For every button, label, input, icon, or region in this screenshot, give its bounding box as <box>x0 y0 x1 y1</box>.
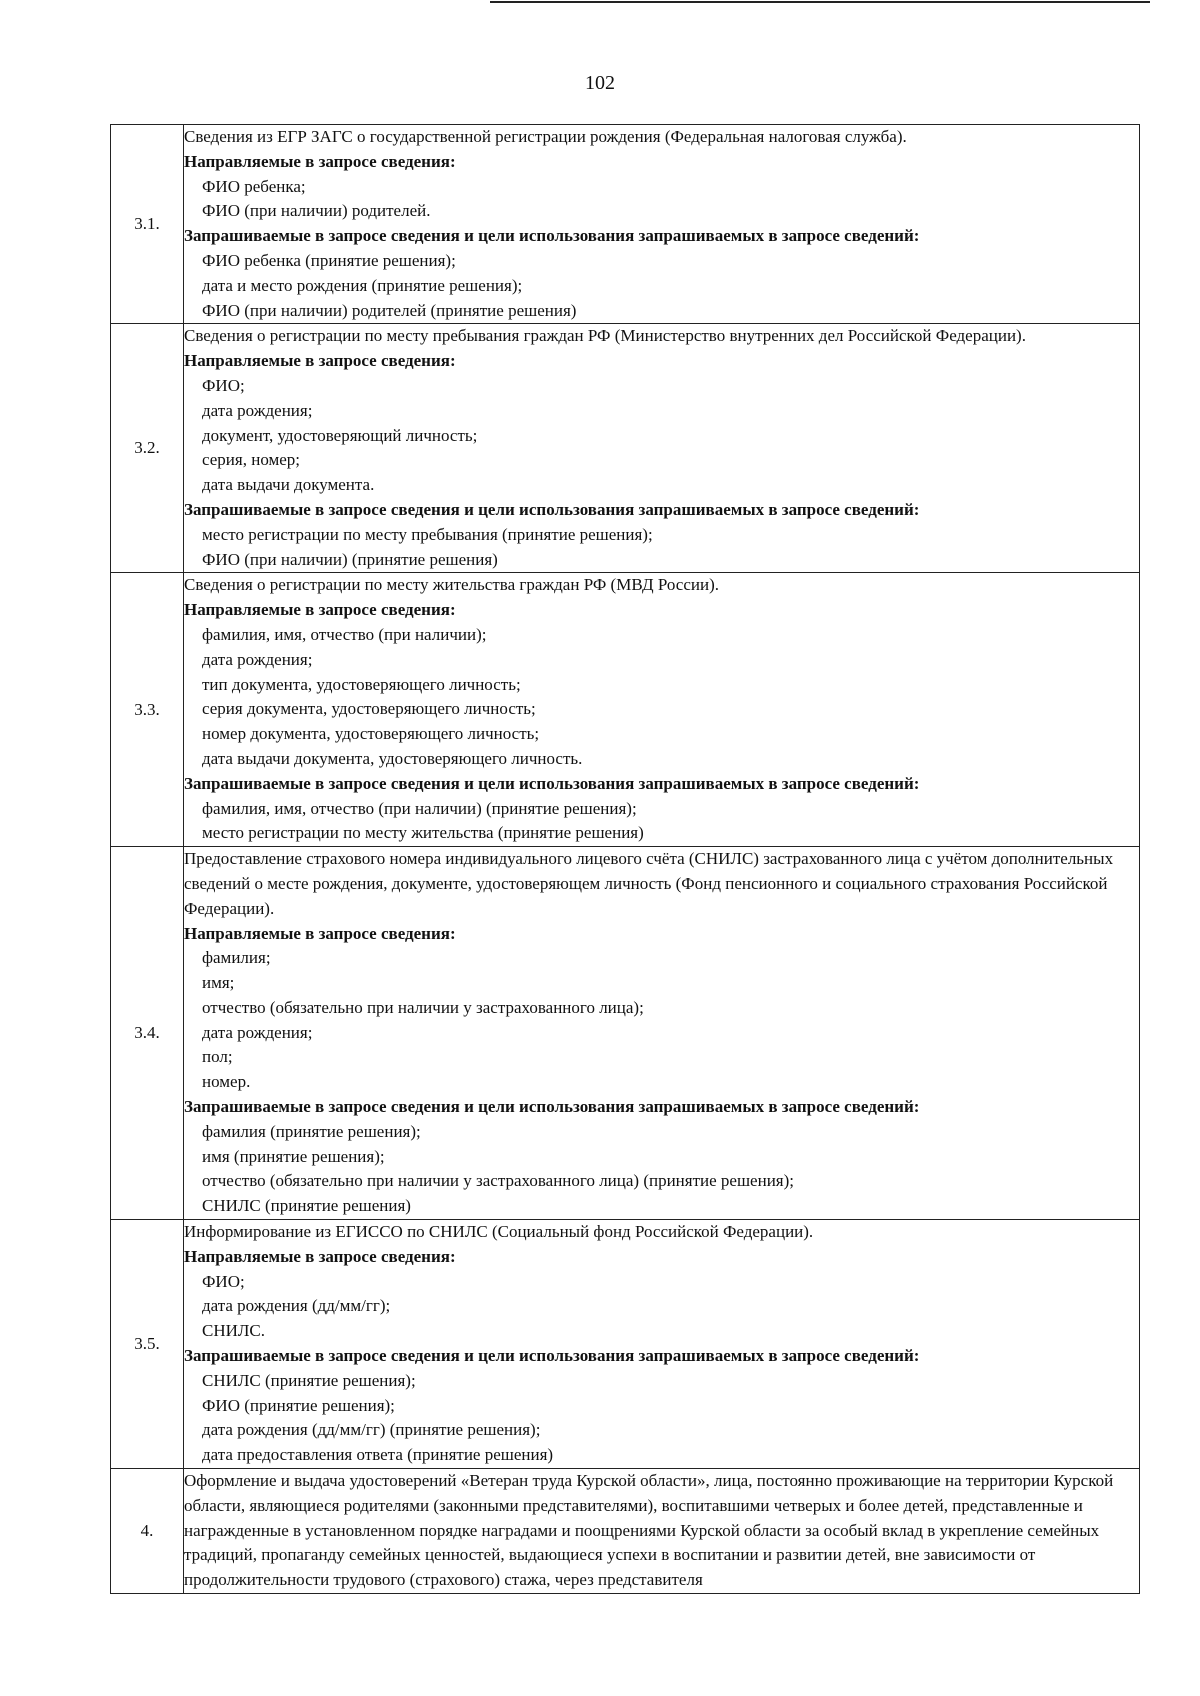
description-text: Сведения о регистрации по месту пребывания граждан РФ (Министерство внутренних дел Российской Федерации). <box>184 326 1026 346</box>
row-content <box>184 847 1140 1220</box>
list-item: СНИЛС. <box>202 1321 266 1341</box>
list-item: дата рождения; <box>202 1022 313 1042</box>
description-text: Предоставление страхового номера индивидуального лицевого счёта (СНИЛС) застрахованного лица с учётом дополнительных сведений о месте рождения, документе, удостоверяющем личность (Фонд пенсионного и социального страхования Российской Федерации). <box>184 849 1114 918</box>
list-item: фамилия, имя, отчество (при наличии); <box>202 624 487 644</box>
list-item: ФИО ребенка; <box>202 176 306 196</box>
list-item: СНИЛС (принятие решения) <box>202 1196 411 1216</box>
list-item: имя (принятие решения); <box>202 1146 385 1166</box>
list-item: ФИО (при наличии) родителей (принятие решения) <box>202 300 577 320</box>
top-border-line <box>490 1 1150 3</box>
list-item: дата и место рождения (принятие решения); <box>202 275 523 295</box>
section-heading: Запрашиваемые в запросе сведения и цели использования запрашиваемых в запросе сведений: <box>184 499 920 519</box>
list-item: фамилия; <box>202 948 271 968</box>
section-heading: Запрашиваемые в запросе сведения и цели использования запрашиваемых в запросе сведений: <box>184 226 920 246</box>
row-number: 4. <box>111 1469 184 1594</box>
section-heading: Направляемые в запросе сведения: <box>184 351 456 371</box>
list-item: дата рождения (дд/мм/гг) (принятие решения); <box>202 1420 541 1440</box>
section-heading: Запрашиваемые в запросе сведения и цели использования запрашиваемых в запросе сведений: <box>184 1346 920 1366</box>
row-number: 3.4. <box>111 847 184 1220</box>
list-item: ФИО; <box>202 375 245 395</box>
row-content <box>184 1220 1140 1469</box>
list-item: номер документа, удостоверяющего личность; <box>202 724 540 744</box>
description-text: Информирование из ЕГИССО по СНИЛС (Социальный фонд Российской Федерации). <box>184 1222 814 1242</box>
table-row <box>111 1220 1140 1469</box>
list-item: дата выдачи документа, удостоверяющего личность. <box>202 748 583 768</box>
row-number: 3.2. <box>111 324 184 573</box>
row-content <box>184 324 1140 573</box>
list-item: пол; <box>202 1047 233 1067</box>
row-content <box>184 125 1140 324</box>
list-item: имя; <box>202 973 235 993</box>
list-item: номер. <box>202 1072 251 1092</box>
description-text: Сведения о регистрации по месту жительства граждан РФ (МВД России). <box>184 575 720 595</box>
row-number: 3.3. <box>111 573 184 847</box>
list-item: дата выдачи документа. <box>202 475 375 495</box>
row-content <box>184 1469 1140 1594</box>
page-number: 102 <box>585 72 615 94</box>
list-item: место регистрации по месту жительства (принятие решения) <box>202 823 644 843</box>
row-number: 3.1. <box>111 125 184 324</box>
table-row <box>111 573 1140 847</box>
table-row <box>111 847 1140 1220</box>
table-row <box>111 324 1140 573</box>
row-content <box>184 573 1140 847</box>
list-item: дата предоставления ответа (принятие решения) <box>202 1445 554 1465</box>
services-table <box>110 124 1140 1594</box>
list-item: серия, номер; <box>202 450 301 470</box>
section-heading: Запрашиваемые в запросе сведения и цели использования запрашиваемых в запросе сведений: <box>184 773 920 793</box>
list-item: ФИО (при наличии) (принятие решения) <box>202 549 498 569</box>
list-item: место регистрации по месту пребывания (принятие решения); <box>202 524 653 544</box>
section-heading: Направляемые в запросе сведения: <box>184 151 456 171</box>
list-item: ФИО (при наличии) родителей. <box>202 201 431 221</box>
list-item: ФИО; <box>202 1271 245 1291</box>
list-item: СНИЛС (принятие решения); <box>202 1370 416 1390</box>
list-item: ФИО (принятие решения); <box>202 1395 395 1415</box>
table-row <box>111 1469 1140 1594</box>
table-row <box>111 125 1140 324</box>
list-item: дата рождения; <box>202 400 313 420</box>
section-heading: Направляемые в запросе сведения: <box>184 600 456 620</box>
description-text: Сведения из ЕГР ЗАГС о государственной регистрации рождения (Федеральная налоговая служба). <box>184 127 907 146</box>
list-item: отчество (обязательно при наличии у застрахованного лица) (принятие решения); <box>202 1171 795 1191</box>
list-item: фамилия (принятие решения); <box>202 1121 421 1141</box>
list-item: фамилия, имя, отчество (при наличии) (принятие решения); <box>202 798 637 818</box>
list-item: ФИО ребенка (принятие решения); <box>202 250 456 270</box>
list-item: тип документа, удостоверяющего личность; <box>202 674 521 694</box>
section-heading: Направляемые в запросе сведения: <box>184 923 456 943</box>
list-item: дата рождения; <box>202 649 313 669</box>
section-heading: Запрашиваемые в запросе сведения и цели использования запрашиваемых в запросе сведений: <box>184 1097 920 1117</box>
description-text: Оформление и выдача удостоверений «Ветеран труда Курской области», лица, постоянно проживающие на территории Курской области, являющиеся родителями (законными представителями), воспитавшими четверых и более детей, представленные и награжденные в установленном порядке наградами и поощрениями Курской области за особый вклад в укрепление семейных традиций, пропаганду семейных ценностей, выдающиеся успехи в воспитании и развитии детей, вне зависимости от продолжительности трудового (страхового) стажа, через представителя <box>184 1471 1114 1590</box>
list-item: документ, удостоверяющий личность; <box>202 425 478 445</box>
list-item: серия документа, удостоверяющего личность; <box>202 699 536 719</box>
section-heading: Направляемые в запросе сведения: <box>184 1246 456 1266</box>
row-number: 3.5. <box>111 1220 184 1469</box>
list-item: дата рождения (дд/мм/гг); <box>202 1296 391 1316</box>
list-item: отчество (обязательно при наличии у застрахованного лица); <box>202 997 644 1017</box>
